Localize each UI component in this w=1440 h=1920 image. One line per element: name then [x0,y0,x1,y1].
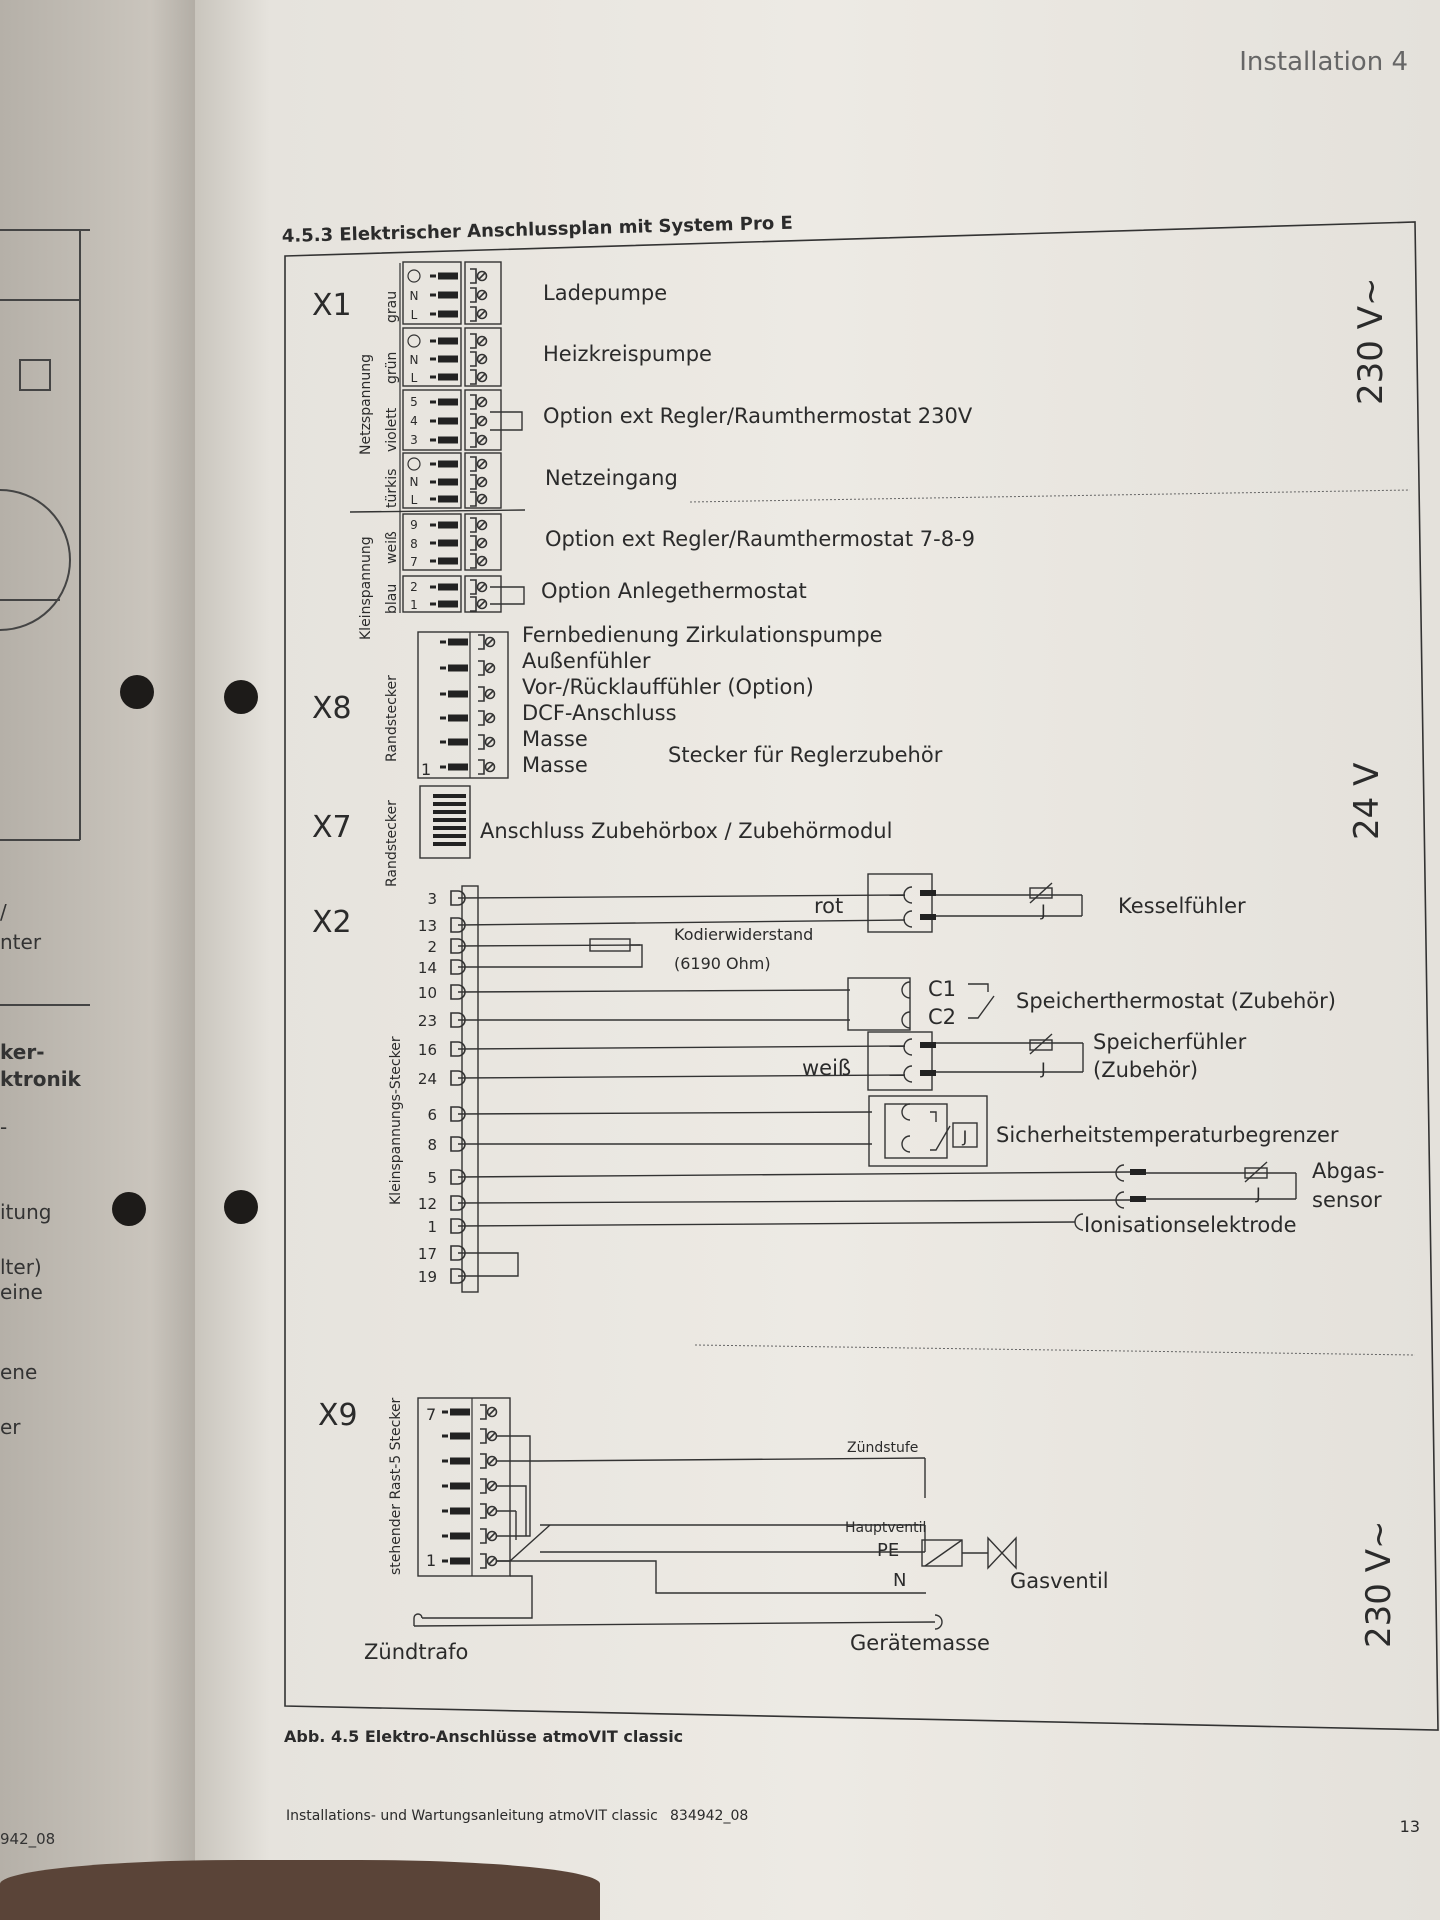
x1-pin-label: 4 [410,414,418,428]
x2-pin-column [418,890,465,1286]
x9-label-zuendtrafo: Zündtrafo [364,1640,469,1664]
x2-pin-label: 2 [427,938,437,956]
x2-label-sensor: sensor [1312,1188,1382,1212]
abgas-j: J [1256,1184,1261,1203]
x1-color-violett: violett [384,407,400,452]
x9-label-geraetemasse: Gerätemasse [850,1631,990,1655]
earth-icon [408,335,420,347]
footer-text: Installations- und Wartungsanleitung atmoVIT classic [286,1808,658,1824]
x1-color-grau: grau [384,290,400,323]
x2-label-rot: rot [814,894,844,918]
x1-pin-label: 2 [410,580,418,594]
x1-block-blau [403,576,524,612]
x2-pin-label: 14 [417,959,437,977]
x1-pin-label: 3 [410,433,418,447]
x2-label-abgas: Abgas- [1312,1159,1385,1183]
x1-color-tuerkis: türkis [384,468,400,508]
figure-caption: Abb. 4.5 Elektro-Anschlüsse atmoVIT classic [284,1727,684,1746]
x1-color-gruen: grün [384,351,400,384]
x2-pin-label: 16 [417,1041,437,1059]
x1-pin-label: 5 [410,395,418,409]
x8-group: Randstecker [384,675,400,762]
x1-block-weiss [403,514,501,570]
left-page-line: er [0,1415,21,1439]
x1-group-kleinspannung: Kleinspannung [358,536,374,640]
figure-title: 4.5.3 Elektrischer Anschlussplan mit System Pro E [281,212,794,247]
x8-label-aussenfuehler: Außenfühler [522,649,651,673]
x2-label-c2: C2 [928,1005,957,1029]
x2-pin-label: 6 [427,1106,437,1124]
x7-id: X7 [312,810,352,845]
left-page-line: eine [0,1280,43,1304]
x1-block-grau [403,262,501,324]
x7-group: Randstecker [384,800,400,887]
section-header: Installation 4 [1239,47,1408,77]
bridge-anlegethermostat [490,587,524,604]
x1-pin-label: 7 [410,555,418,569]
x2-label-kesselfuehler: Kesselfühler [1118,894,1246,918]
voltage-230v-top: 230 V~ [1351,277,1391,405]
x8-note: Stecker für Reglerzubehör [668,743,943,767]
x2-id: X2 [312,905,352,940]
x1-pin-label: 8 [410,537,418,551]
x2-pin-label: 13 [417,917,437,935]
x9-id: X9 [318,1398,358,1433]
x7-label: Anschluss Zubehörbox / Zubehörmodul [480,819,893,843]
x2-label-ionisation: Ionisationselektrode [1084,1213,1297,1237]
bridge-230v [490,412,522,430]
label-heizkreispumpe: Heizkreispumpe [543,342,712,366]
x1-id: X1 [312,288,352,323]
voltage-24v: 24 V [1347,762,1387,840]
stb-j-box [953,1123,977,1147]
left-page-line: itung [0,1200,52,1224]
x1-pin-label: L [410,371,418,385]
label-option-230v: Option ext Regler/Raumthermostat 230V [543,404,973,428]
left-page-line: ker- [0,1040,45,1064]
x2-label-kodierwiderstand: Kodierwiderstand [674,925,814,944]
stb-j: J [962,1127,968,1146]
x2-pin-label: 12 [417,1195,437,1213]
x7-connector [420,786,470,858]
x1-pin-label: N [409,289,419,303]
voltage-230v-bottom: 230 V~ [1359,1520,1399,1648]
x9-connector [418,1398,510,1576]
x9-label-n: N [893,1570,907,1591]
x2-group: Kleinspannungs-Stecker [388,1036,404,1205]
x2-pin-label: 8 [427,1136,437,1154]
x8-id: X8 [312,691,352,726]
left-page-line: - [0,1115,8,1139]
x8-label-dcf: DCF-Anschluss [522,701,677,725]
x2-label-c1: C1 [928,977,957,1001]
x2-label-ohm: (6190 Ohm) [674,954,771,973]
x8-label-vorruecklauffuehler: Vor-/Rücklauffühler (Option) [522,675,814,699]
x2-label-zubehoer: (Zubehör) [1093,1058,1199,1082]
x2-pin-label: 10 [417,984,437,1002]
x2-pin-label: 1 [427,1218,437,1236]
x1-block-violett [403,390,522,450]
x2-pin-label: 5 [427,1169,437,1187]
x2-pin-label: 3 [427,890,437,908]
x1-pin-label: 1 [410,598,418,612]
footer-doc-number: 834942_08 [670,1808,749,1824]
x1-block-tuerkis [403,453,501,508]
x9-group: stehender Rast-5 Stecker [388,1397,404,1575]
x8-pin1: 1 [421,760,432,779]
label-netzeingang: Netzeingang [545,466,678,490]
separator-netz-klein [350,510,525,512]
diagram-frame [285,222,1438,1730]
label-option-789: Option ext Regler/Raumthermostat 7-8-9 [545,527,975,551]
x2-label-stb: Sicherheitstemperaturbegrenzer [996,1123,1339,1147]
x2-pin-label: 19 [417,1268,437,1286]
x1-pin-label: N [409,475,419,489]
x9-pin1: 1 [426,1551,437,1570]
kesselfuehler-j: J [1041,901,1046,920]
separator-230v-24v [690,490,1410,502]
x2-pin-label: 24 [417,1070,437,1088]
x1-pin-label: L [410,308,418,322]
x8-label-masse: Masse [522,727,588,751]
x8-label-fernbedienung: Fernbedienung Zirkulationspumpe [522,623,883,647]
x2-jacks-right [902,887,1124,1230]
x2-label-speicherthermostat: Speicherthermostat (Zubehör) [1016,989,1336,1013]
x8-label-masse: Masse [522,753,588,777]
x2-label-weiss: weiß [802,1056,852,1080]
earth-icon [408,458,420,470]
x1-pin-label: N [409,353,419,367]
x1-block-gruen [403,328,501,386]
left-page-line: ene [0,1360,38,1384]
x2-pin-label: 23 [417,1012,437,1030]
left-page-line: 942_08 [0,1830,56,1848]
x9-pin7: 7 [426,1405,437,1424]
left-page-line: lter) [0,1255,42,1279]
left-page-line: / [0,900,7,924]
x1-group-netzspannung: Netzspannung [358,353,374,455]
page-number: 13 [1399,1817,1420,1836]
x2-pin-label: 17 [417,1245,437,1263]
x1-pin-label: 9 [410,518,418,532]
x9-label-pe: PE [877,1540,900,1561]
x8-connector [418,632,508,779]
x9-label-hauptventil: Hauptventil [845,1520,927,1536]
x2-label-speicherfuehler: Speicherfühler [1093,1030,1247,1054]
separator-24v-230v [695,1345,1415,1355]
speicherfuehler-j: J [1041,1059,1046,1078]
earth-icon [408,270,420,282]
x1-pin-label: L [410,493,418,507]
label-anlegethermostat: Option Anlegethermostat [541,579,807,603]
x1-color-weiss: weiß [384,531,400,564]
label-ladepumpe: Ladepumpe [543,281,668,305]
left-page-line: nter [0,930,42,954]
x9-label-gasventil: Gasventil [1010,1569,1109,1593]
x9-label-zuendstufe: Zündstufe [847,1440,919,1456]
x1-color-blau: blau [384,583,400,614]
left-page-line: ktronik [0,1067,81,1091]
